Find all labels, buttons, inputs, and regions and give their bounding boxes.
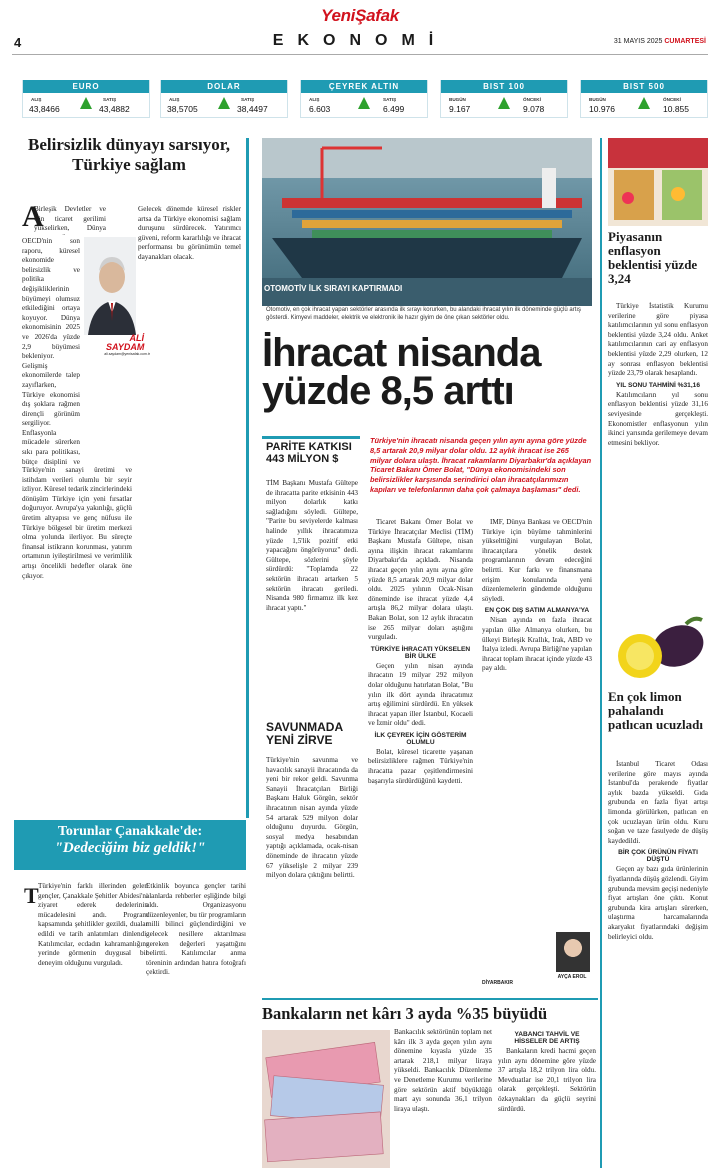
- torunlar-title: Torunlar Çanakkale'de:: [57, 824, 203, 839]
- reporter-name: AYÇA EROL: [557, 974, 587, 980]
- photo-description: Otomotiv, en çok ihracat yapan sektörler arasında ilk sırayı korurken, bu alandaki ihracat yılın ilk döneminde güçlü artış gösterdi. Kimyevi maddeler, elektrik ve elektronik ile hazır giyim de öne çıkan sektörler oldu.: [266, 307, 582, 321]
- photo-caption: OTOMOTİV İLK SIRAYI KAPTIRMADI: [264, 284, 403, 293]
- right-column-2: [608, 760, 708, 1168]
- market-value-a: 43,8466: [29, 104, 60, 114]
- page-number: 4: [14, 35, 22, 50]
- column-title: Belirsizlik dünyayı sarsıyor, Türkiye sağlam: [28, 135, 230, 174]
- arrow-up-icon: [498, 97, 510, 109]
- banknotes-image-icon: [262, 1030, 390, 1168]
- market-name: BIST 100: [441, 80, 567, 93]
- market-label-a: BUGÜN: [449, 97, 466, 102]
- market-value-b: 9.078: [523, 104, 545, 114]
- market-name: DOLAR: [161, 80, 287, 93]
- column-body-1: OECD'nin son raporu, küresel ekonomide belirsizlik ve politika değişikliklerinin büyümeyi olumsuz etkilediğini ortaya koyuyor. Dünya ekonomisinin 2025 ve 2026'da yüzde 2,9 büyümesi bekleniyor. Gelişmiş ekonomilerde talep zayıflarken, Türkiye ekonomisi dış şoklara rağmen dirençli görünüm sergiliyor. Enflasyonla mücadele sürerken sıkı para politikası, bütçe disiplini ve: [22, 237, 80, 466]
- right-para: Katılımcıların yıl sonu enflasyon beklentisi yüzde 31,16 seviyesinde gerçekleşti. Ekonomistler enflasyonun yılın ikinci yarısında gerilemeye devam etmesini bekliyor.: [608, 390, 708, 447]
- market-label-a: BUGÜN: [589, 97, 606, 102]
- section-title: EKONOMİ: [272, 32, 448, 49]
- subheading: BİR ÇOK ÜRÜNÜN FİYATI DÜŞTÜ: [618, 849, 698, 864]
- subheading: YABANCI TAHVİL VE HİSSELER DE ARTIŞ: [514, 1031, 580, 1045]
- right-para: İstanbul Ticaret Odası verilerine göre mayıs ayında İstanbul'da perakende fiyatlar aylık bazda yükseldi. Gıda grubunda en fazla fiyat artışı limonda görülürken, patlıcan en çok ucuzlayan ürün oldu. Kuru soğan ve taze fasulyede de düşüş kaydedildi.: [608, 760, 708, 845]
- author-first-name: ALİ: [129, 333, 144, 343]
- article-column-2: [482, 518, 592, 980]
- market-box-bist-500: [580, 80, 708, 118]
- article-para: Geçen yılın nisan ayında ihracatın 19 milyar 292 milyon dolar olduğunu hatırlatan Bolat, "Bu yılın ilk dört ayında ihracatımız artış eğilimini sürdürdü. En yüksek ihracat yapan iller İstanbul, Kocaeli ve İzmir oldu" dedi.: [368, 661, 473, 728]
- article-para: Bolat, küresel ticarette yaşanan belirsizliklere rağmen Türkiye'nin ihracatta pazar çeşitlendirmesini başarıyla sürdürdüğünü kaydetti.: [368, 747, 473, 785]
- market-value-a: 38,5705: [167, 104, 198, 114]
- column-divider: [246, 138, 249, 818]
- bank-headline: Bankaların net kârı 3 ayda %35 büyüdü: [262, 1004, 548, 1023]
- market-name: BIST 500: [581, 80, 707, 93]
- market-label-b: SATIŞ: [241, 97, 255, 102]
- market-label-b: ÖNCEKİ: [663, 97, 681, 102]
- market-label-a: ALIŞ: [169, 97, 180, 102]
- article-column-1: [368, 518, 473, 980]
- subheading: İLK ÇEYREK İÇİN GÖSTERİM OLUMLU: [374, 731, 467, 746]
- author-email: ali.saydam@yenisafak.com.tr: [104, 352, 150, 356]
- subheading: TÜRKİYE İHRACATI YÜKSELEN BİR ÜLKE: [370, 645, 471, 660]
- article-para: Ticaret Bakanı Ömer Bolat ve Türkiye İhracatçılar Meclisi (TİM) Başkanı Mustafa Gültepe, nisan ayına ilişkin ihracat rakamlarını Diyarbakır'da açıkladı. Nisanda ihracat geçen yılın aynı ayına göre yüzde 8,5 artarak 20,9 milyar dolar oldu. 2025 yılının Ocak-Nisan döneminde ise ihracat yüzde 4,4 artışla 86,2 milyar dolara ulaştı. Bakan Bolat, son 12 aylık ihracatın ise 265 milyar doları aştığını vurguladı.: [368, 518, 473, 642]
- bank-body-2: Bankaların kredi hacmi geçen yılın aynı dönemine göre yüzde 37 artışla 18,2 trilyon lira oldu. Mevduatlar ise 20,1 trilyon lira olarak gerçekleşti. Sektörün özkaynakları da güçlü seyrini sürdürdü.: [498, 1047, 596, 1113]
- market-value-a: 6.603: [309, 104, 331, 114]
- right-column-1: [608, 302, 708, 610]
- torunlar-banner: [14, 820, 246, 870]
- dateline-city: DİYARBAKIR: [482, 980, 513, 986]
- arrow-up-icon: [80, 97, 92, 109]
- arrow-up-icon: [218, 97, 230, 109]
- torunlar-body-1: Türkiye'nin farklı illerinden gelen gençler, Çanakkale Şehitler Abidesi'ni ziyaret ederek dedelerinin mücadelesini andı. Program kapsamında şehitlikler gezildi, dualar edildi ve tarih anlatımları dinlendi. Katılımcılar, ecdadın kahramanlığını yerinde görmenin duygusal bir deneyim olduğunu vurguladı.: [38, 882, 148, 967]
- lemon-eggplant-image-icon: [608, 610, 708, 688]
- market-name: EURO: [23, 80, 149, 93]
- sidebox-body-2: Türkiye'nin savunma ve havacılık sanayii ihracatında da yeni bir rekor geldi. Savunma Sanayii İhracatçıları Birliği Başkanı Haluk Görgün, sektör ihracatının nisan ayında yüzde 54 artarak 529 milyon dolar olduğunu duyurdu. Görgün, sosyal medya hesabından yaptığı açıklamada, ocak-nisan döneminde de ihracatın yüzde 67 yükselişle 2 milyar 239 milyon dolara çıktığını belirtti.: [266, 756, 358, 880]
- section-rule: [262, 998, 598, 1000]
- author-photo: [84, 237, 136, 335]
- column-body-3: Gelecek dönemde küresel riskler artsa da Türkiye ekonomisi sağlam duruşunu sürdürecek. Yatırımcı güveni, reform kararlılığı ve ihracat performansı bu görünümün temel dayanakları olacak.: [138, 205, 241, 261]
- arrow-up-icon: [358, 97, 370, 109]
- author-last-name: SAYDAM: [106, 342, 145, 352]
- shopping-aisle-image-icon: [608, 138, 708, 226]
- market-value-b: 38,4497: [237, 104, 268, 114]
- right-headline-2: En çok limon pahalandı patlıcan ucuzladı: [608, 689, 703, 732]
- column-divider: [600, 138, 602, 1168]
- article-para: Nisan ayında en fazla ihracat yapılan ülke Almanya olurken, bu ülkeyi Birleşik Krallık, Irak, ABD ve İtalya izledi. Avrupa Birliği'ne yapılan ihracat toplam ihracat içinde yüzde 43 pay aldı.: [482, 616, 592, 673]
- author-portrait-icon: [84, 237, 136, 335]
- reporter-photo: [556, 932, 590, 972]
- market-value-b: 6.499: [383, 104, 405, 114]
- sidebox-body-1: TİM Başkanı Mustafa Gültepe de ihracatta parite etkisinin 443 milyon dolarlık katkı sağladığını söyledi. Gültepe, "Parite bu seviyelerde kalması halinde yıllık ihracatımıza yüzde 1,5'lik pozitif etki yapacağını öngörüyoruz" dedi. Gültepe, sözlerini şöyle sürdürdü: "Toplamda 22 sektörün ihracatı artarken 5 sektörün ihracatı geriledi. Nisanda 980 firmamız ilk kez ihracat yaptı.": [266, 479, 358, 612]
- bank-column-2: [498, 1028, 596, 1168]
- headline-spot: Türkiye'nin ihracatı nisanda geçen yılın aynı ayına göre yüzde 8,5 artarak 20,9 milyar dolar oldu. 12 aylık ihracat ise 265 milyar dolara ulaştı. İhracat rakamlarını Diyarbakır'da açıklayan Ticaret Bakanı Ömer Bolat, "Dünya ekonomisindeki son belirsizlikler karşısında serindirici olan ihracatçılarımızın kapıları ve telefonlarının daha çok çalmaya başlaması" dedi.: [370, 436, 592, 494]
- sidebox-headline-1: PARİTE KATKISI 443 MİLYON $: [266, 441, 352, 465]
- market-label-a: ALIŞ: [309, 97, 320, 102]
- newspaper-logo: YeniŞafak: [321, 6, 399, 25]
- market-label-a: ALIŞ: [31, 97, 42, 102]
- market-box-bist-100: [440, 80, 568, 118]
- column-body-2: Türkiye'nin sanayi üretimi ve istihdam verileri olumlu bir seyir izliyor. Küresel tedarik zincirlerindeki dönüşüm Türkiye için yeni fırsatlar doğuruyor. Avrupa'ya yakınlığı, güçlü üretim altyapısı ve genç nüfusu ile Türkiye bölgesel bir üretim merkezi olma yolunda ilerliyor. Bu süreçte finansal istikrarın korunması, yatırım ortamının iyileştirilmesi ve verimlilik artışı öncelikli hedefler olarak öne çıkıyor.: [22, 466, 132, 580]
- market-box-dolar: [160, 80, 288, 118]
- torunlar-quote: "Dedeciğim biz geldik!": [54, 840, 206, 856]
- market-value-b: 10.855: [663, 104, 689, 114]
- market-box-euro: [22, 80, 150, 118]
- cargo-ship-image-icon: [262, 138, 592, 306]
- banknotes-photo: [262, 1030, 390, 1168]
- subheading: YIL SONU TAHMİNİ %31,16: [615, 381, 701, 389]
- market-photo: [608, 138, 708, 226]
- torunlar-body-2: Etkinlik boyunca gençler tarihi alanlarda rehberler eşliğinde bilgi aldı. Organizasyonu düzenleyenler, bu tür programların milli bilinci güçlendirdiğini ve gelecek nesillere aktarılması gereken değerleri yaşattığını belirtti. Katılımcılar anma töreninin ardından hatıra fotoğrafı çektirdi.: [146, 882, 246, 977]
- article-para: IMF, Dünya Bankası ve OECD'nin Türkiye için büyüme tahminlerini yükselttiğini vurgulayan Bolat, ihracatçılara yönelik destek programlarının devam edeceğini belirtti. Kur farkı ve finansmana erişim konularında yeni düzenlemelerin gündemde olduğunu söyledi.: [482, 518, 592, 603]
- market-box-ceyrek-altin: [300, 80, 428, 118]
- market-value-a: 9.167: [449, 104, 471, 114]
- arrow-up-icon: [638, 97, 650, 109]
- market-value-a: 10.976: [589, 104, 615, 114]
- market-label-b: ÖNCEKİ: [523, 97, 541, 102]
- produce-photo: [608, 610, 708, 688]
- market-label-b: SATIŞ: [103, 97, 117, 102]
- dropcap: A: [22, 200, 44, 233]
- date: 31 MAYIS 2025: [613, 38, 663, 45]
- port-photo: [262, 138, 592, 306]
- main-headline: İhracat nisanda yüzde 8,5 arttı: [262, 331, 541, 413]
- weekday: CUMARTESİ: [664, 38, 706, 45]
- market-name: ÇEYREK ALTIN: [301, 80, 427, 93]
- sidebox-headline-2: SAVUNMADA YENİ ZİRVE: [266, 720, 343, 747]
- dateline: [614, 38, 706, 45]
- right-headline-1: Piyasanın enflasyon beklentisi yüzde 3,24: [608, 229, 698, 286]
- market-label-b: SATIŞ: [383, 97, 397, 102]
- column-intro: Birleşik Devletler ve Çin ticaret gerilimi yükselirken, Dünya: [34, 205, 106, 233]
- bank-body-1: Bankacılık sektörünün toplam net kârı ilk 3 ayda geçen yılın aynı dönemine kıyasla yüzde 35 artarak 218,1 milyar liraya yükseldi. Bankacılık Düzenleme ve Denetleme Kurumu verilerine göre sektörün aktif büyüklüğü mart ayı sonunda 36,1 trilyon liraya ulaştı.: [394, 1028, 492, 1113]
- market-value-b: 43,4882: [99, 104, 130, 114]
- subheading: EN ÇOK DIŞ SATIM ALMANYA'YA: [484, 607, 590, 615]
- torunlar-dropcap: T: [24, 883, 39, 908]
- right-para: Türkiye İstatistik Kurumu verilerine göre piyasa katılımcılarının yıl sonu enflasyon beklentisi yüzde 3,24 oldu. Anket katılımcılarının cari ay enflasyon beklentisi yüzde 2,29 olurken, 12 ay sonrası enflasyon beklentisi yüzde 23,79 olarak hesaplandı.: [608, 302, 708, 378]
- right-para: Geçen ay bazı gıda ürünlerinin fiyatlarında düşüş gözlendi. Giyim grubunda mevsim geçişi nedeniyle fiyat artışları öne çıktı. Konut grubunda kira artışları sürerken, ulaştırma harcamalarında akaryakıt fiyatlarındaki değişim belirleyici oldu.: [608, 865, 708, 941]
- header-rule: [12, 54, 708, 55]
